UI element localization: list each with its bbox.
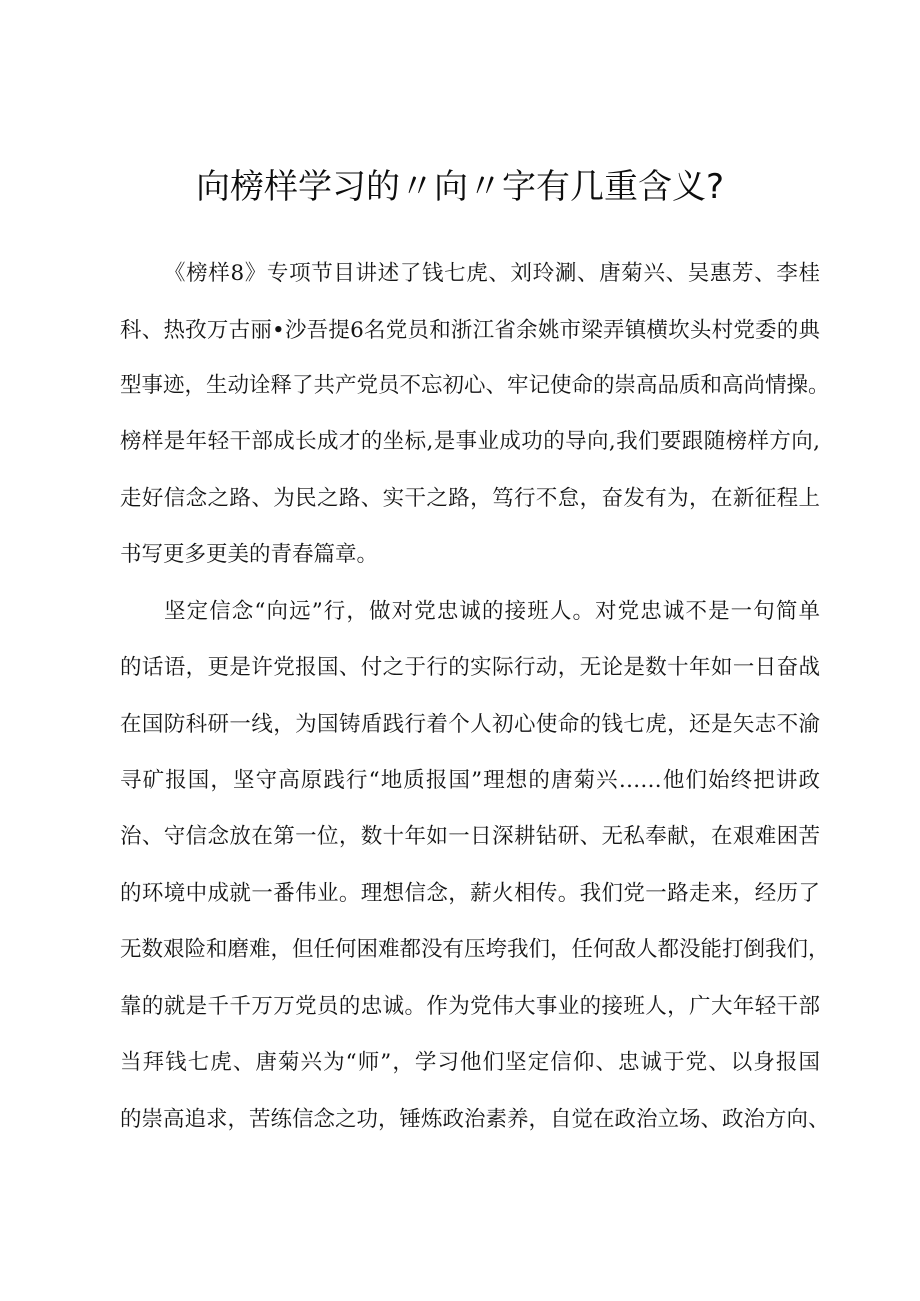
paragraph-2-line-5: 治、守信念放在第一位，数十年如一日深耕钻研、无私奉献，在艰难困苦: [120, 824, 820, 849]
paragraph-2-line-4: 寻矿报国，坚守高原践行“地质报国”理想的唐菊兴……他们始终把讲政: [120, 768, 820, 793]
paragraph-2-line-1: 坚定信念“向远”行，做对党忠诚的接班人。对党忠诚不是一句简单: [164, 599, 820, 624]
paragraph-2-line-3: 在国防科研一线，为国铸盾践行着个人初心使命的钱七虎，还是矢志不渝: [120, 712, 820, 737]
paragraph-1-line-5: 走好信念之路、为民之路、实干之路，笃行不怠，奋发有为，在新征程上: [120, 486, 820, 511]
paragraph-1-line-6: 书写更多更美的青春篇章。: [120, 542, 379, 567]
paragraph-1-line-1: 《榜样8》专项节目讲述了钱七虎、刘玲涮、唐菊兴、吴惠芳、李桂: [164, 261, 820, 286]
paragraph-2-line-6: 的环境中成就一番伟业。理想信念，薪火相传。我们党一路走来，经历了: [120, 881, 820, 906]
paragraph-1-line-4: 榜样是年轻干部成长成才的坐标,是事业成功的导向,我们要跟随榜样方向,: [120, 429, 820, 454]
paragraph-2-line-7: 无数艰险和磨难，但任何困难都没有压垮我们，任何敌人都没能打倒我们，: [120, 937, 830, 962]
paragraph-2-line-8: 靠的就是千千万万党员的忠诚。作为党伟大事业的接班人，广大年轻干部: [120, 994, 820, 1019]
paragraph-1-line-3: 型事迹，生动诠释了共产党员不忘初心、牢记使命的崇高品质和高尚情操。: [120, 373, 830, 398]
paragraph-2-line-10: 的崇高追求，苦练信念之功，锤炼政治素养，自觉在政治立场、政治方向、: [120, 1107, 830, 1132]
paragraph-1-line-2: 科、热孜万古丽•沙吾提6名党员和浙江省余姚市梁弄镇横坎头村党委的典: [120, 318, 820, 343]
paragraph-2-line-2: 的话语，更是许党报国、付之于行的实际行动，无论是数十年如一日奋战: [120, 655, 820, 680]
page-title: 向榜样学习的〃向〃字有几重含义?: [195, 167, 725, 207]
paragraph-2-line-9: 当拜钱七虎、唐菊兴为“师”，学习他们坚定信仰、忠诚于党、以身报国: [120, 1050, 820, 1075]
